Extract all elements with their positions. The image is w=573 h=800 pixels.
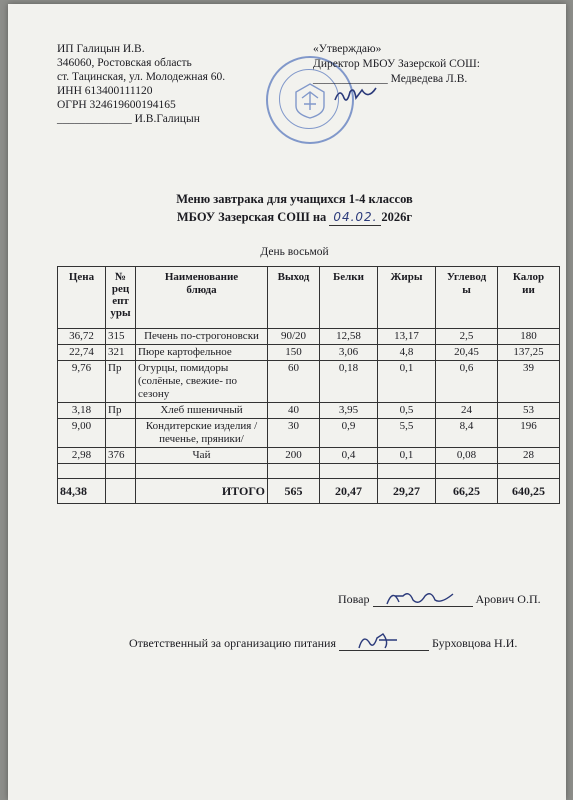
col-header-recipe: № рец епт уры	[106, 267, 136, 329]
col-header-output: Выход	[268, 267, 320, 329]
cell-fat: 4,8	[378, 345, 436, 361]
cell-kcal: 53	[498, 403, 560, 419]
cell-recipe: 376	[106, 448, 136, 464]
supplier-name: ИП Галицын И.В.	[57, 43, 145, 55]
cell-fat: 0,5	[378, 403, 436, 419]
cell-price: 9,76	[58, 361, 106, 403]
col-header-dish: Наименование блюда	[136, 267, 268, 329]
menu-title-line2	[8, 210, 573, 226]
cell-output: 150	[268, 345, 320, 361]
responsible-signature-line	[339, 636, 429, 651]
responsible-signature-icon	[339, 630, 429, 652]
approval-position: Директор МБОУ Зазерской СОШ:	[313, 58, 480, 70]
cell-dish: Печень по-строгоновски	[136, 329, 268, 345]
day-label: День восьмой	[260, 246, 329, 258]
cell-empty	[436, 464, 498, 479]
cell-empty	[320, 464, 378, 479]
document-page	[8, 4, 566, 800]
table-row	[58, 403, 560, 419]
menu-date-handwritten: 04.02.	[333, 210, 378, 224]
cook-signature-icon	[373, 586, 473, 608]
cell-empty	[136, 464, 268, 479]
table-row	[58, 329, 560, 345]
cell-carbs: 24	[436, 403, 498, 419]
supplier-address: ст. Тацинская, ул. Молодежная 60.	[57, 71, 226, 83]
cell-empty	[498, 464, 560, 479]
total-carbs: 66,25	[436, 479, 498, 504]
cell-carbs: 20,45	[436, 345, 498, 361]
cell-output: 90/20	[268, 329, 320, 345]
cell-output: 40	[268, 403, 320, 419]
cell-output: 60	[268, 361, 320, 403]
total-kcal: 640,25	[498, 479, 560, 504]
supplier-inn: ИНН 613400111120	[57, 85, 153, 97]
supplier-region: 346060, Ростовская область	[57, 57, 192, 69]
cell-dish: Чай	[136, 448, 268, 464]
total-recipe-empty	[106, 479, 136, 504]
table-header-row	[58, 267, 560, 329]
cell-price: 22,74	[58, 345, 106, 361]
supplier-block	[57, 42, 225, 126]
menu-table	[57, 266, 560, 504]
cell-fat: 0,1	[378, 361, 436, 403]
cook-name: Арович О.П.	[475, 592, 541, 606]
table-row	[58, 448, 560, 464]
cook-signature-row	[338, 592, 541, 607]
cell-fat: 13,17	[378, 329, 436, 345]
cell-carbs: 0,6	[436, 361, 498, 403]
approval-block	[313, 42, 480, 87]
table-row	[58, 345, 560, 361]
responsible-label: Ответственный за организацию питания	[129, 636, 336, 650]
supplier-ogrn: ОГРН 324619600194165	[57, 99, 176, 111]
cell-protein: 3,06	[320, 345, 378, 361]
cell-protein: 3,95	[320, 403, 378, 419]
col-header-kcal: Калор ии	[498, 267, 560, 329]
cell-empty	[106, 464, 136, 479]
cell-empty	[58, 464, 106, 479]
cell-kcal: 196	[498, 419, 560, 448]
cell-protein: 0,4	[320, 448, 378, 464]
cell-protein: 0,18	[320, 361, 378, 403]
col-header-fat: Жиры	[378, 267, 436, 329]
col-header-carbs: Углевод ы	[436, 267, 498, 329]
cell-fat: 0,1	[378, 448, 436, 464]
cell-recipe: Пр	[106, 361, 136, 403]
total-label: ИТОГО	[136, 479, 268, 504]
cell-protein: 12,58	[320, 329, 378, 345]
cell-recipe: 321	[106, 345, 136, 361]
cook-label: Повар	[338, 592, 370, 606]
approval-heading: «Утверждаю»	[313, 43, 382, 55]
director-signature-icon	[332, 84, 380, 106]
cell-dish: Пюре картофельное	[136, 345, 268, 361]
cell-kcal: 39	[498, 361, 560, 403]
cell-price: 36,72	[58, 329, 106, 345]
table-row	[58, 419, 560, 448]
total-output: 565	[268, 479, 320, 504]
table-row	[58, 361, 560, 403]
responsible-signature-row	[129, 636, 517, 651]
cell-kcal: 180	[498, 329, 560, 345]
menu-title-prefix: МБОУ Зазерская СОШ на	[176, 210, 327, 224]
cell-output: 200	[268, 448, 320, 464]
responsible-name: Бурховцова Н.И.	[432, 636, 518, 650]
cell-price: 9,00	[58, 419, 106, 448]
cell-output: 30	[268, 419, 320, 448]
menu-title-year: 2026г	[381, 210, 413, 224]
menu-title-line1: Меню завтрака для учащихся 1-4 классов	[176, 192, 413, 206]
supplier-signature-line: _____________ И.В.Галицын	[57, 113, 200, 125]
cell-protein: 0,9	[320, 419, 378, 448]
total-protein: 20,47	[320, 479, 378, 504]
cell-price: 3,18	[58, 403, 106, 419]
approval-signature-blank: _____________	[313, 73, 388, 85]
table-row-empty	[58, 464, 560, 479]
menu-date-field	[329, 210, 381, 226]
cook-signature-line	[373, 592, 473, 607]
cell-empty	[378, 464, 436, 479]
cell-carbs: 0,08	[436, 448, 498, 464]
table-total-row	[58, 479, 560, 504]
cell-recipe: Пр	[106, 403, 136, 419]
cell-recipe	[106, 419, 136, 448]
cell-carbs: 8,4	[436, 419, 498, 448]
total-price: 84,38	[58, 479, 106, 504]
cell-dish: Кондитерские изделия /печенье, пряники/	[136, 419, 268, 448]
cell-kcal: 137,25	[498, 345, 560, 361]
cell-empty	[268, 464, 320, 479]
cell-recipe: 315	[106, 329, 136, 345]
approval-director-name: Медведева Л.В.	[390, 73, 468, 85]
cell-dish: Хлеб пшеничный	[136, 403, 268, 419]
cell-dish: Огурцы, помидоры (солёные, свежие- по сезону	[136, 361, 268, 403]
cell-carbs: 2,5	[436, 329, 498, 345]
cell-price: 2,98	[58, 448, 106, 464]
cell-kcal: 28	[498, 448, 560, 464]
cell-fat: 5,5	[378, 419, 436, 448]
total-fat: 29,27	[378, 479, 436, 504]
col-header-price: Цена	[58, 267, 106, 329]
col-header-protein: Белки	[320, 267, 378, 329]
